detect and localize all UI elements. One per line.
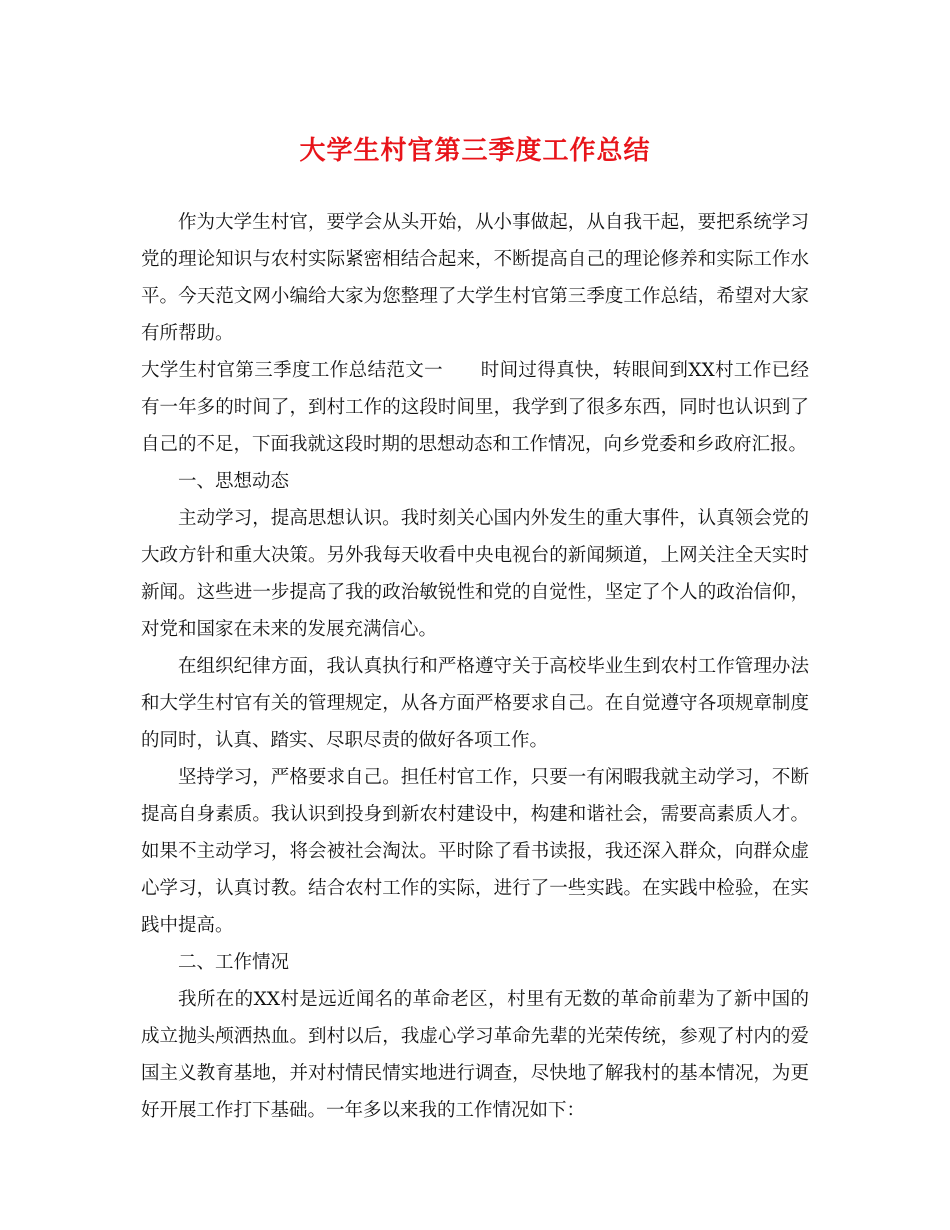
paragraph-study: 主动学习，提高思想认识。我时刻关心国内外发生的重大事件，认真领会党的大政方针和重大决策。另外我每天收看中央电视台的新闻频道，上网关注全天实时新闻。这些进一步提高了我的政治敏锐性和党的自觉性，坚定了个人的政治信仰，对党和国家在未来的发展充满信心。 [141, 508, 809, 640]
document-title: 大学生村官第三季度工作总结 [299, 136, 651, 166]
paragraph-discipline: 在组织纪律方面，我认真执行和严格遵守关于高校毕业生到农村工作管理办法和大学生村官有关的管理规定，从各方面严格要求自己。在自觉遵守各项规章制度的同时，认真、踏实、尽职尽责的做好各项工作。 [141, 656, 809, 751]
section-heading-thought: 一、思想动态 [178, 471, 290, 492]
section-heading-work: 二、工作情况 [178, 952, 290, 973]
paragraph-self-requirement: 坚持学习，严格要求自己。担任村官工作，只要一有闲暇我就主动学习，不断提高自身素质。我认识到投身到新农村建设中，构建和谐社会，需要高素质人才。如果不主动学习，将会被社会淘汰。平时除了看书读报，我还深入群众，向群众虚心学习，认真讨教。结合农村工作的实际，进行了一些实践。在实践中检验，在实践中提高。 [141, 767, 809, 936]
sample-one-paragraph: 大学生村官第三季度工作总结范文一 时间过得真快，转眼间到XX村工作已经有一年多的时间了，到村工作的这段时间里，我学到了很多东西，同时也认识到了自己的不足，下面我就这段时期的思想动态和工作情况，向乡党委和乡政府汇报。 [141, 360, 809, 455]
intro-paragraph: 作为大学生村官，要学会从头开始，从小事做起，从自我干起，要把系统学习党的理论知识与农村实际紧密相结合起来，不断提高自己的理论修养和实际工作水平。今天范文网小编给大家为您整理了大学生村官第三季度工作总结，希望对大家有所帮助。 [141, 212, 809, 344]
paragraph-work-situation: 我所在的XX村是远近闻名的革命老区，村里有无数的革命前辈为了新中国的成立抛头颅洒热血。到村以后，我虚心学习革命先辈的光荣传统，参观了村内的爱国主义教育基地，并对村情民情实地进行调查，尽快地了解我村的基本情况，为更好开展工作打下基础。一年多以来我的工作情况如下： [141, 989, 809, 1121]
document-body [141, 204, 809, 1129]
